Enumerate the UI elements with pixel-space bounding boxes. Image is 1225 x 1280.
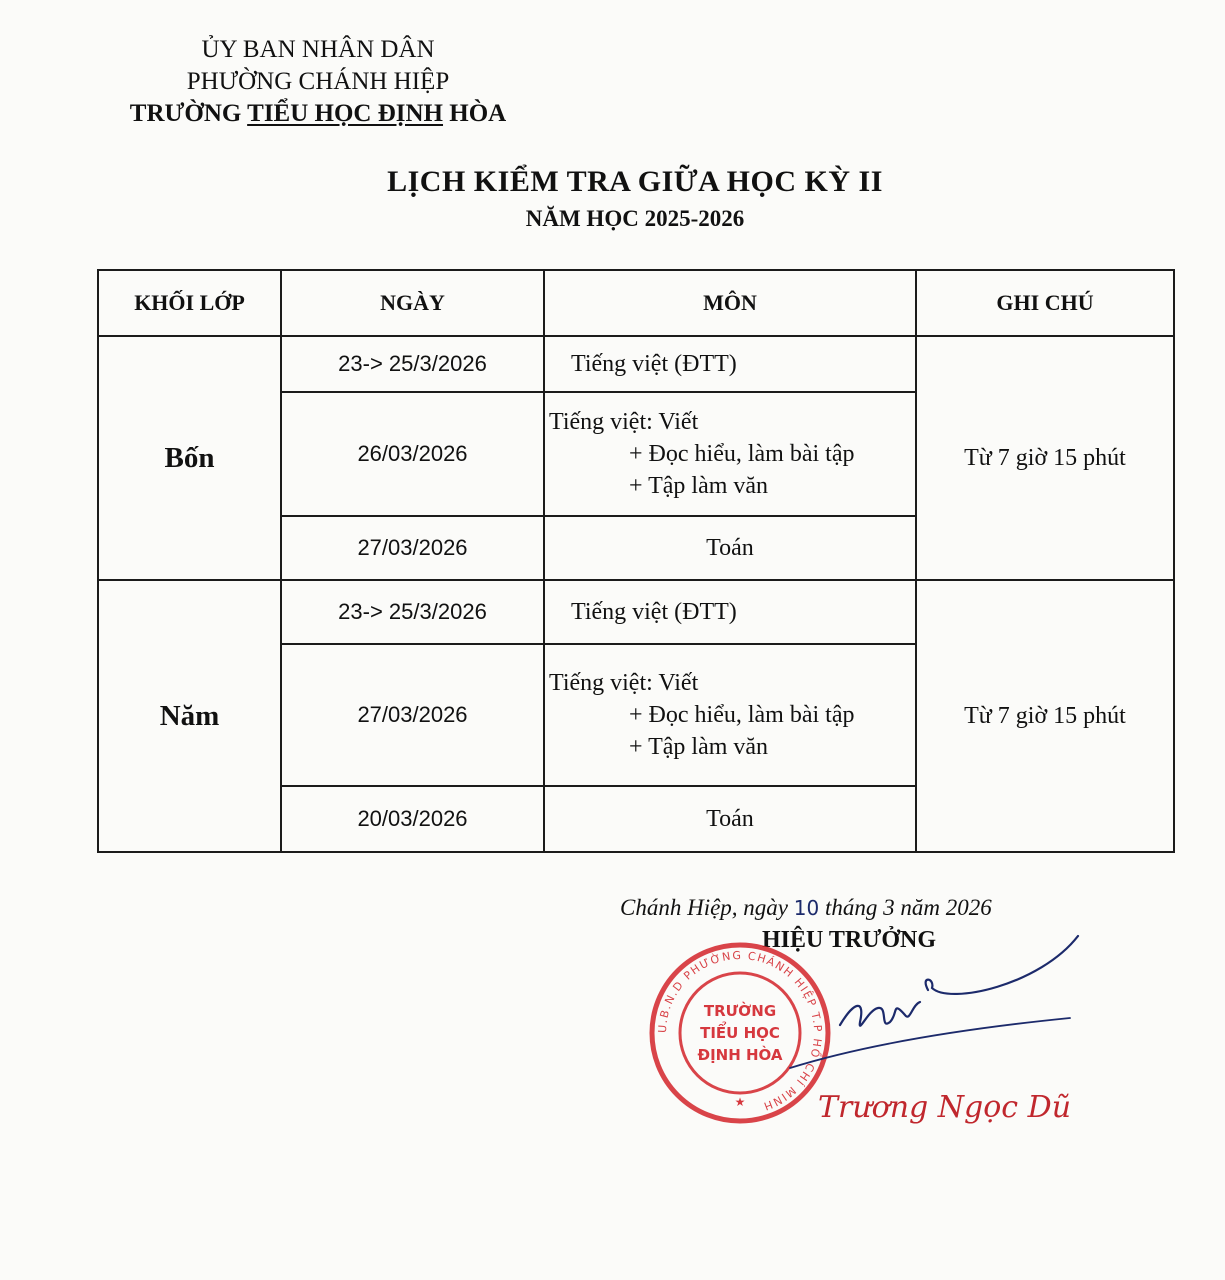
subject-line: + Đọc hiểu, làm bài tập: [629, 441, 855, 467]
table-row: [98, 336, 1174, 392]
signer-name: Trương Ngọc Dũ: [818, 1090, 1072, 1125]
subject-cell: [544, 392, 916, 516]
subject-line: Tiếng việt: Viết: [549, 670, 699, 696]
note-cell: Từ 7 giờ 15 phút: [916, 336, 1174, 580]
header-subject: MÔN: [544, 270, 916, 336]
place-date-prefix: Chánh Hiệp, ngày: [620, 895, 789, 920]
school-name: [108, 98, 528, 130]
subject-line: + Tập làm văn: [629, 473, 769, 499]
school-name-underlined: TIỂU HỌC ĐỊNH: [247, 100, 444, 127]
svg-text:TRƯỜNG: TRƯỜNG: [703, 1002, 777, 1020]
signer-title: HIỆU TRƯỞNG: [762, 927, 937, 953]
table-row: [98, 580, 1174, 644]
exam-schedule-table: [97, 269, 1175, 853]
svg-text:ĐỊNH HÒA: ĐỊNH HÒA: [697, 1046, 783, 1064]
subject-cell: [544, 644, 916, 786]
grade-cell: Bốn: [98, 336, 281, 580]
note-cell: Từ 7 giờ 15 phút: [916, 580, 1174, 852]
subject-line: Tiếng việt: Viết: [549, 409, 699, 435]
subject-cell: Toán: [544, 786, 916, 852]
school-name-prefix: TRƯỜNG: [129, 100, 248, 127]
date-cell: 23-> 25/3/2026: [281, 336, 544, 392]
grade-cell: Năm: [98, 580, 281, 852]
place-and-date: [620, 895, 992, 921]
svg-text:TIỂU HỌC: TIỂU HỌC: [700, 1024, 780, 1042]
issuing-authority: [108, 34, 528, 130]
table-header-row: [98, 270, 1174, 336]
authority-line-1: ỦY BAN NHÂN DÂN: [201, 36, 435, 63]
subject-line: + Tập làm văn: [629, 734, 769, 760]
subject-cell: Tiếng việt (ĐTT): [544, 580, 916, 644]
authority-line-2: PHƯỜNG CHÁNH HIỆP: [186, 68, 450, 95]
year-value: 2026: [945, 895, 992, 920]
principal-signature: [760, 930, 1100, 1070]
document-title: LỊCH KIỂM TRA GIỮA HỌC KỲ II: [387, 165, 883, 198]
date-cell: 23-> 25/3/2026: [281, 580, 544, 644]
date-cell: 27/03/2026: [281, 516, 544, 580]
month-label: tháng: [824, 895, 878, 920]
svg-text:★: ★: [734, 1095, 746, 1109]
header-date: NGÀY: [281, 270, 544, 336]
date-cell: 27/03/2026: [281, 644, 544, 786]
date-cell: 20/03/2026: [281, 786, 544, 852]
day-value: 10: [793, 896, 820, 920]
svg-text:U.B.N.D PHƯỜNG CHÁNH HIỆP T.P: U.B.N.D PHƯỜNG CHÁNH HIỆP T.P HỒ CHÍ MINH: [655, 948, 825, 1114]
date-cell: 26/03/2026: [281, 392, 544, 516]
header-grade: KHỐI LỚP: [98, 270, 281, 336]
document-subtitle: NĂM HỌC 2025-2026: [525, 206, 745, 231]
school-name-suffix: HÒA: [443, 100, 507, 127]
subject-cell: Toán: [544, 516, 916, 580]
header-note: GHI CHÚ: [916, 270, 1174, 336]
subject-cell: Tiếng việt (ĐTT): [544, 336, 916, 392]
month-value: 3: [883, 895, 895, 920]
subject-line: + Đọc hiểu, làm bài tập: [629, 702, 855, 728]
year-label: năm: [900, 895, 940, 920]
